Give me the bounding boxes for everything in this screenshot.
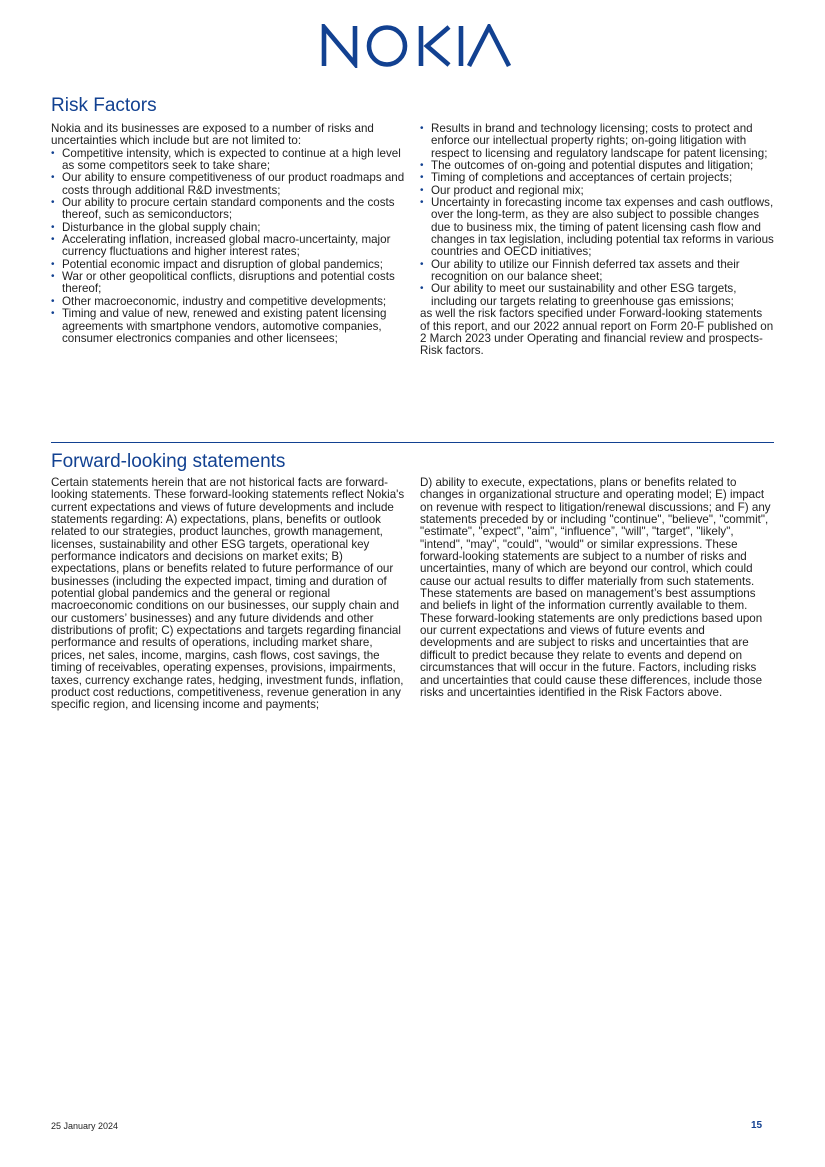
section-divider (51, 442, 774, 443)
page-number: 15 (751, 1120, 763, 1131)
risk-list-right (420, 123, 774, 308)
risk-item: • The outcomes of on-going and potential disputes and litigation; (420, 160, 774, 172)
risk-item: • Timing and value of new, renewed and existing patent licensing agreements with smartphone vendors, automotive companies, consumer electronics companies and other licensees; (51, 308, 406, 345)
forward-looking-left-column (51, 477, 406, 712)
forward-looking-left-text: Certain statements herein that are not historical facts are forward-looking statements. These forward-looking statements reflect Nokia's current expectations and views of future developments and include statements regarding: A) expectations, plans, benefits or outlook related to our strategies, product launches, growth management, licenses, sustainability and other ESG targets, operational key performance indicators and decisions on market exits; B) expectations, plans or benefits related to future performance of our businesses (including the expected impact, timing and duration of potential global pandemics and the general or regional macroeconomic conditions on our businesses, our supply chain and our customers’ businesses) and any future dividends and other distributions of profit; C) expectations and targets regarding financial performance and results of operations, including market share, prices, net sales, income, margins, cash flows, cost savings, the timing of receivables, operating expenses, provisions, impairments, taxes, currency exchange rates, hedging, investment funds, inflation, product cost reductions, competitiveness, revenue generation in any specific region, and licensing income and payments; (51, 476, 405, 712)
forward-looking-right-text: D) ability to execute, expectations, plans or benefits related to changes in organizational structure and operating model; E) impact on revenue with respect to litigation/renewal discussions; and F) any statements preceded by or including "continue", "believe", "commit", "estimate", "expect", "aim", “influence”, "will", "target", "likely", "intend", "may", "could", "would" or similar expressions. These forward-looking statements are subject to a number of risks and uncertainties, many of which are beyond our control, which could cause our actual results to differ materially from such statements. These statements are based on management’s best assumptions and beliefs in light of the information currently available to them. These forward-looking statements are only predictions based upon our current expectations and views of future events and developments and are subject to risks and uncertainties that are difficult to predict because they relate to events and depend on circumstances that will occur in the future. Factors, including risks and uncertainties that could cause these differences, include those risks and uncertainties identified in the Risk Factors above. (420, 476, 771, 699)
forward-looking-title: Forward-looking statements (51, 451, 286, 472)
risk-item: • Results in brand and technology licensing; costs to protect and enforce our intellectual property rights; on-going litigation with respect to licensing and regulatory landscape for patent licensing; (420, 123, 774, 160)
risk-item: • Our ability to utilize our Finnish deferred tax assets and their recognition on our balance sheet; (420, 259, 774, 284)
risk-list-left (51, 148, 406, 346)
risk-item: • Other macroeconomic, industry and competitive developments; (51, 296, 406, 308)
risk-item: • Timing of completions and acceptances of certain projects; (420, 172, 774, 184)
risk-item: • War or other geopolitical conflicts, disruptions and potential costs thereof; (51, 271, 406, 296)
nokia-logo (321, 24, 511, 68)
risk-factors-right-column (420, 123, 774, 358)
footer-date: 25 January 2024 (51, 1121, 119, 1131)
risk-item: • Potential economic impact and disruption of global pandemics; (51, 259, 406, 271)
risk-item: • Our ability to meet our sustainability and other ESG targets, including our targets relating to greenhouse gas emissions; (420, 283, 774, 308)
forward-looking-right-column (420, 477, 774, 699)
risk-item: • Accelerating inflation, increased global macro-uncertainty, major currency fluctuations and higher interest rates; (51, 234, 406, 259)
risk-factors-intro: Nokia and its businesses are exposed to a number of risks and uncertainties which include but are not limited to: (51, 122, 374, 148)
risk-item: • Our ability to procure certain standard components and the costs thereof, such as semiconductors; (51, 197, 406, 222)
risk-item: • Competitive intensity, which is expected to continue at a high level as some competitors seek to take share; (51, 148, 406, 173)
risk-item: • Our product and regional mix; (420, 185, 774, 197)
risk-factors-left-column (51, 123, 406, 345)
risk-item: • Uncertainty in forecasting income tax expenses and cash outflows, over the long-term, as they are also subject to possible changes due to business mix, the timing of patent licensing cash flow and changes in tax legislation, including potential tax reforms in various countries and OECD initiatives; (420, 197, 774, 259)
risk-item: • Disturbance in the global supply chain; (51, 222, 406, 234)
risk-item: • Our ability to ensure competitiveness of our product roadmaps and costs through additional R&D investments; (51, 172, 406, 197)
risk-factors-title: Risk Factors (51, 95, 157, 116)
risk-factors-closing: as well the risk factors specified under Forward-looking statements of this report, and our 2022 annual report on Form 20-F published on 2 March 2023 under Operating and financial review and prospects-Risk factors. (420, 307, 774, 358)
